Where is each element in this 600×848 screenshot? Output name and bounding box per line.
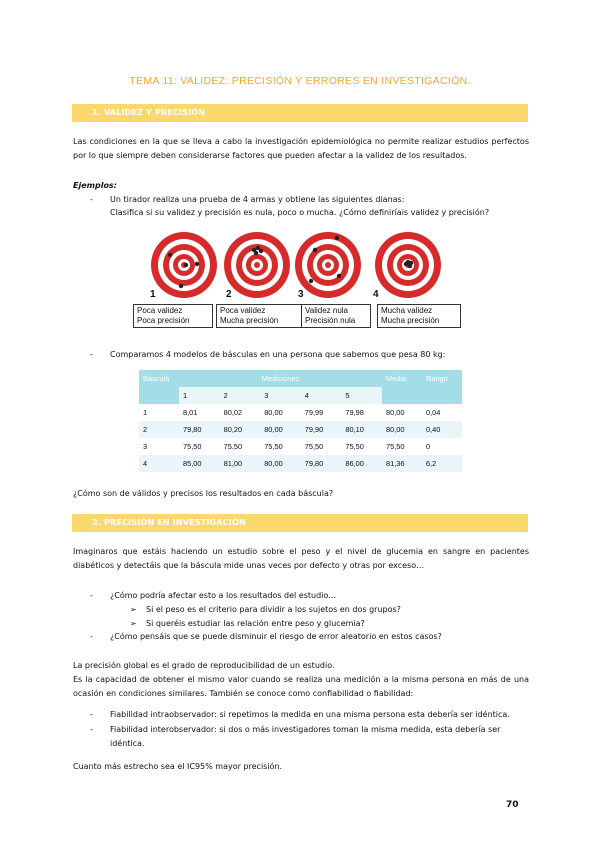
bullet-fiab2-line1: Fiabilidad interobservador: si dos o más investigadores toman la misma medida, esta debería ser [110,725,501,734]
cell: 80,00 [264,425,283,434]
target-number-4: 4 [373,289,379,300]
cell: 1 [143,408,148,417]
target-3 [295,232,361,298]
target-number-3: 3 [298,289,304,300]
cell: 80,10 [345,425,364,434]
target-4 [375,232,441,298]
sub-bullet-q1b-text: Si queréis estudiar las relación entre peso y glucemia? [146,619,365,628]
target-number-2: 2 [226,289,232,300]
target-caption-2 [216,304,302,328]
bullet-fiab1-text: Fiabilidad intraobservador: si repetimos la medida en una misma persona esta debería ser idéntica. [110,710,510,719]
sub-bullet-q1a-text: Si el peso es el criterio para dividir a los sujetos en dos grupos? [146,605,401,614]
cell: 79,80 [304,459,324,468]
table-row [139,404,462,421]
section-heading-validez [72,104,528,122]
th-rango: Rango [426,374,448,383]
target-caption-2-line2: Mucha precisión [220,316,279,325]
th-bascula: Báscula [143,374,170,383]
closing-sentence: Cuanto más estrecho sea el IC95% mayor precisión. [73,762,283,771]
bullet-q2-text: ¿Cómo pensáis que se puede disminuir el riesgo de error aleatorio en estos casos? [110,632,442,641]
cell: 75,50 [223,442,243,451]
target-caption-3-line2: Precisión nula [305,316,356,325]
target-caption-1-line1: Poca validez [137,306,183,315]
target-caption-2-line1: Poca validez [220,306,266,315]
table-row [139,421,462,438]
target-2 [224,232,290,298]
cell: 75,50 [183,442,202,451]
th-media: Media [386,374,407,383]
cell: 85,00 [183,459,202,468]
arrow-icon: ➢ [130,619,137,628]
cell: 75,50 [386,442,405,451]
th-sub-5: 5 [341,387,382,404]
cell: 6,2 [426,459,437,468]
cell: 79,80 [183,425,202,434]
cell: 79,98 [345,408,364,417]
th-sub-1: 1 [179,387,220,404]
cell: 81,36 [386,459,405,468]
section-heading-label: 2. PRECISIÓN EN INVESTIGACIÓN [92,517,246,527]
target-caption-4-line2: Mucha precisión [381,316,440,325]
definition-line1: La precisión global es el grado de reproducibilidad de un estudio. [73,661,335,670]
cell: 0 [426,442,431,451]
cell: 80,00 [386,408,405,417]
cell: 0,40 [426,425,441,434]
cell: 80,00 [264,459,283,468]
bullet-targets-line2: Clasifica si su validez y precisión es nula, poco o mucha. ¿Cómo definiríais validez y precisión? [110,208,490,217]
cell: 80,20 [223,425,243,434]
section-heading-label: 1. VALIDEZ Y PRECISIÓN [92,107,206,117]
table-row [139,455,462,472]
intro-paragraph: Las condiciones en la que se lleva a cabo la investigación epidemiológica no permite realizar estudios perfectos por lo que siempre deben considerarse factores que pueden afectar a la validez de los resultados. [73,137,529,160]
cell: 79,90 [304,425,324,434]
th-mediciones: Mediciones [261,374,300,383]
bullet-fiab2-line2: idéntica. [110,739,145,748]
target-caption-1-line2: Poca precisión [137,316,190,325]
examples-label: Ejemplos: [73,181,117,190]
target-number-1: 1 [150,289,156,300]
cell: 75,50 [264,442,283,451]
th-sub-4: 4 [301,387,342,404]
cell: 80,00 [386,425,405,434]
cell: 79,99 [304,408,324,417]
section-heading-precision [72,514,528,532]
scales-question: ¿Cómo son de válidos y precisos los resultados en cada báscula? [73,489,334,498]
target-caption-3 [301,304,371,328]
page-title: TEMA 11: VALIDEZ: PRECISIÓN Y ERRORES EN INVESTIGACIÓN. [129,75,471,87]
cell: 80,02 [223,408,243,417]
cell: 0,04 [426,408,441,417]
cell: 86,00 [345,459,364,468]
bullet-targets-line1: Un tirador realiza una prueba de 4 armas y obtiene las siguientes dianas: [110,195,405,204]
cell: 80,00 [264,408,283,417]
cell: 75,50 [304,442,324,451]
scales-table [139,370,462,472]
th-sub-2: 2 [220,387,261,404]
target-caption-4 [377,304,461,328]
cell: 2 [143,425,148,434]
cell: 3 [143,442,148,451]
target-1 [151,232,217,298]
page-number: 70 [506,800,519,810]
cell: 75,50 [345,442,364,451]
definition-line2: Es la capacidad de obtener el mismo valor cuando se realiza una medición a la misma persona en más de una ocasión en condiciones similares. También se conoce como confiabilidad o fiabilidad: [73,675,529,698]
th-sub-3: 3 [260,387,301,404]
cell: 4 [143,459,148,468]
cell: 8,01 [183,408,198,417]
bullet-q1-text: ¿Cómo podría afectar esto a los resultados del estudio… [110,591,337,600]
bullet-scales-text: Comparamos 4 modelos de básculas en una persona que sabemos que pesa 80 kg: [110,350,446,359]
cell: 81,00 [223,459,243,468]
target-caption-3-line1: Validez nula [305,306,348,315]
section2-intro: Imaginaros que estáis haciendo un estudio sobre el peso y el nivel de glucemia en sangre en pacientes diabéticos y detectáis que la báscula mide unas veces por defecto y otras por exceso… [73,547,529,570]
target-caption-1 [133,304,213,328]
table-row [139,438,462,455]
arrow-icon: ➢ [130,605,137,614]
target-caption-4-line1: Mucha validez [381,306,433,315]
